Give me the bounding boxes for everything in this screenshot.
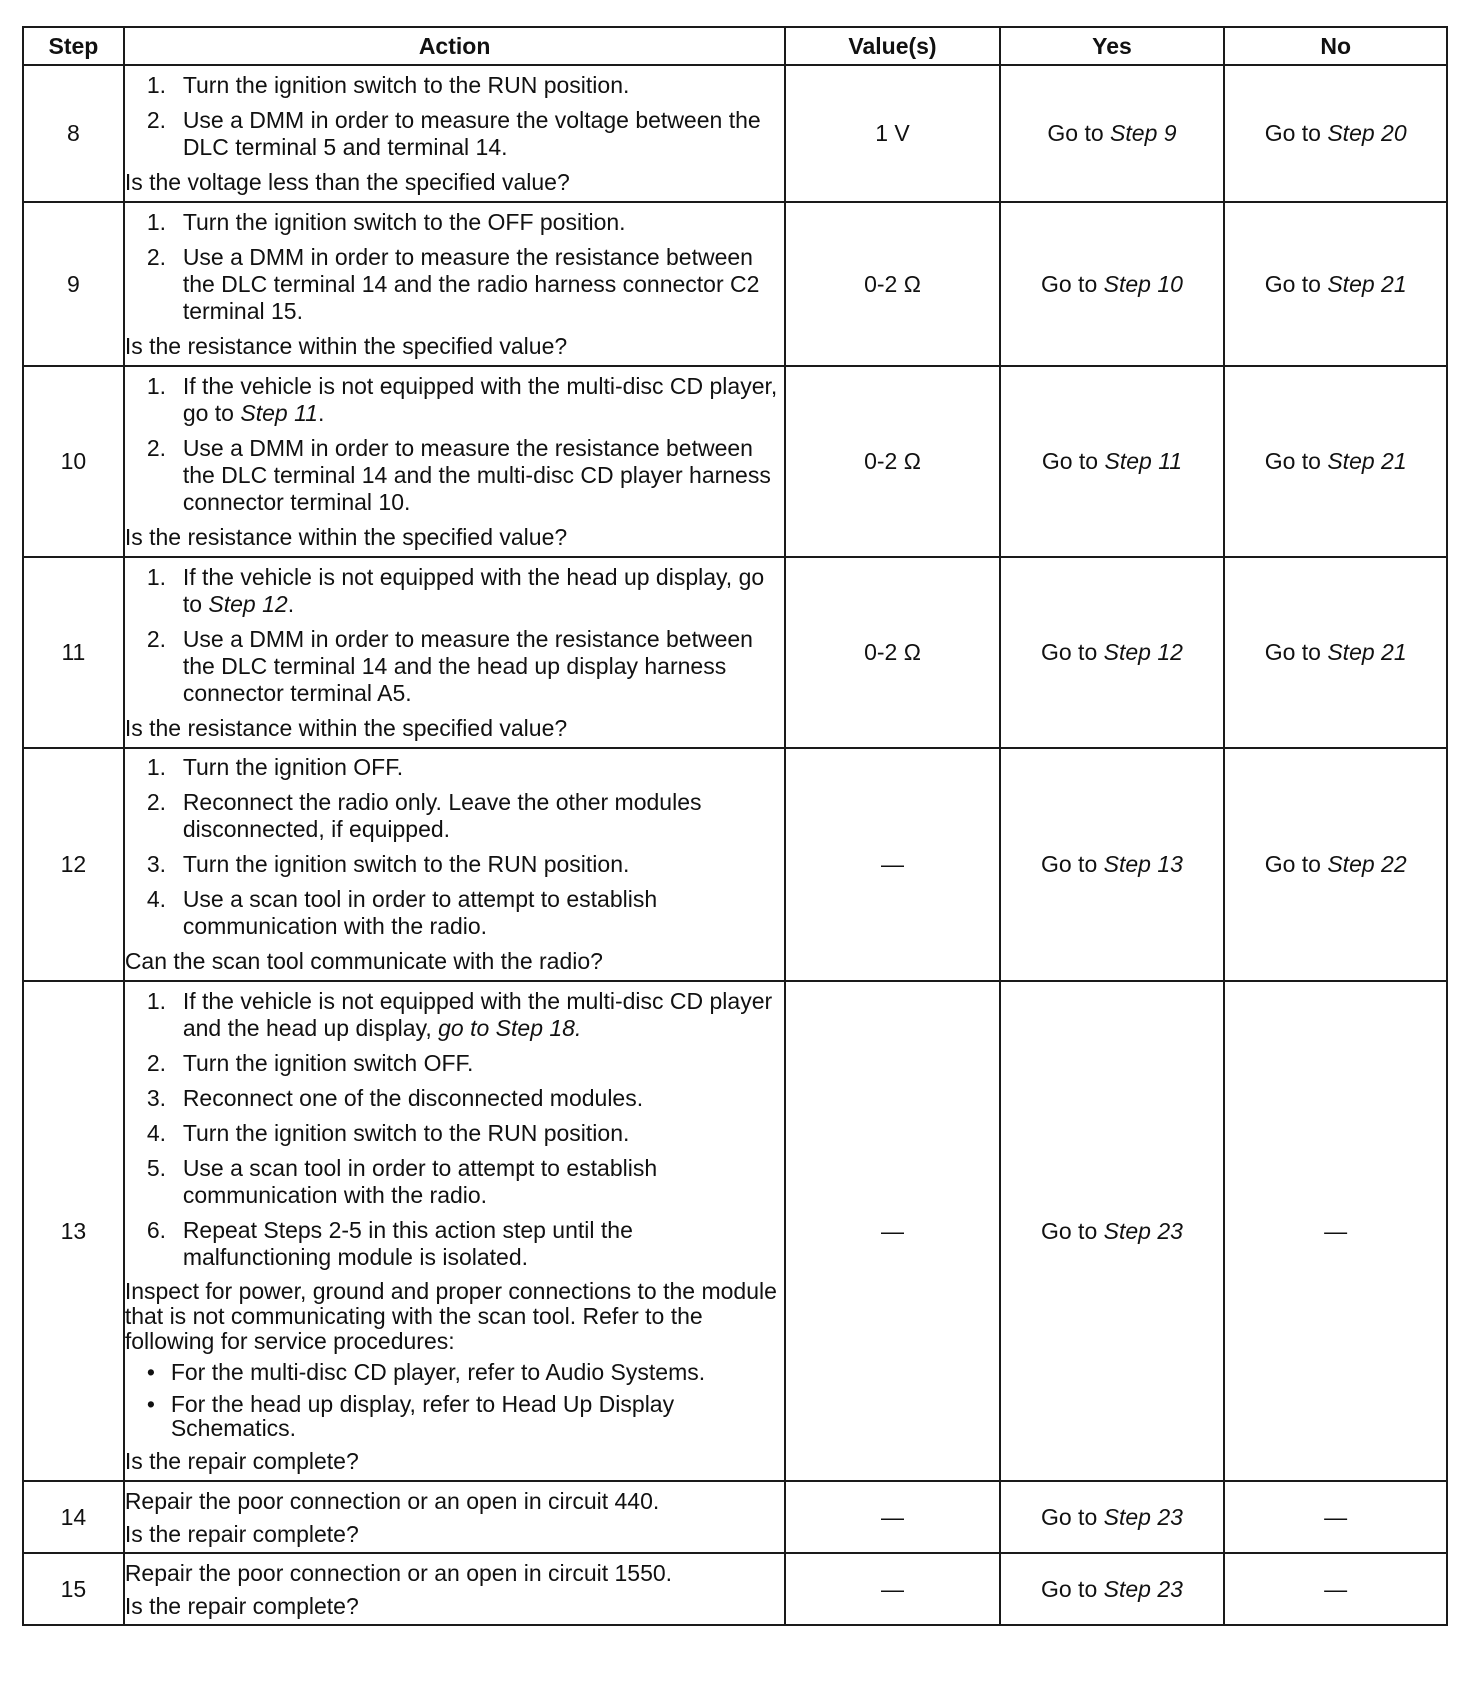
- action-text: Repair the poor connection or an open in circuit 440.: [124, 1488, 660, 1514]
- header-no: No: [1224, 27, 1447, 65]
- step-number: 13: [23, 981, 124, 1481]
- no-cell: —: [1224, 1481, 1447, 1553]
- value-cell: 0-2 Ω: [785, 366, 999, 557]
- table-row: [23, 1481, 1447, 1553]
- step-number: 9: [23, 202, 124, 366]
- value-cell: 0-2 Ω: [785, 202, 999, 366]
- action-question: Is the resistance within the specified value?: [124, 332, 568, 359]
- action-paragraph: Inspect for power, ground and proper connections to the module that is not communicating with the scan tool. Refer to the following for service procedures:: [124, 1277, 777, 1354]
- no-cell: —: [1224, 1553, 1447, 1625]
- action-item: 1. If the vehicle is not equipped with the multi-disc CD player, go to Step 11.: [146, 372, 778, 426]
- value-cell: —: [785, 1481, 999, 1553]
- yes-cell: Go to Step 9: [1000, 65, 1225, 202]
- table-row: [23, 366, 1447, 557]
- action-question: Is the voltage less than the specified value?: [124, 168, 570, 195]
- action-item: 1. Turn the ignition switch to the OFF position.: [146, 208, 626, 235]
- action-item: 2. Turn the ignition switch OFF.: [146, 1049, 474, 1076]
- step-number: 11: [23, 557, 124, 748]
- diagnostic-table: [22, 26, 1448, 1626]
- action-cell: [124, 748, 786, 981]
- action-question: Is the repair complete?: [124, 1521, 359, 1547]
- no-cell: Go to Step 22: [1224, 748, 1447, 981]
- diagnostic-table-page: [22, 26, 1448, 1626]
- yes-step-ref: Step 9: [1110, 120, 1177, 146]
- action-item: 2. Reconnect the radio only. Leave the other modules disconnected, if equipped.: [146, 789, 702, 842]
- yes-step-ref: Step 12: [1103, 639, 1183, 665]
- table-row: [23, 557, 1447, 748]
- yes-cell: Go to Step 11: [1000, 366, 1225, 557]
- step-number: 8: [23, 65, 124, 202]
- action-text: Repair the poor connection or an open in circuit 1550.: [124, 1560, 673, 1586]
- header-step: Step: [23, 27, 124, 65]
- action-question: Is the repair complete?: [124, 1593, 359, 1619]
- yes-cell: Go to Step 23: [1000, 1481, 1225, 1553]
- action-item: 1. Turn the ignition OFF.: [146, 754, 404, 780]
- yes-step-ref: Step 11: [1104, 448, 1183, 474]
- no-step-ref: Step 21: [1327, 270, 1407, 297]
- yes-step-ref: Step 13: [1103, 851, 1183, 877]
- table-row: [23, 65, 1447, 202]
- header-yes: Yes: [1000, 27, 1225, 65]
- table-row: [23, 981, 1447, 1481]
- yes-step-ref: Step 10: [1103, 270, 1183, 297]
- no-step-ref: Step 21: [1327, 639, 1407, 665]
- no-cell: —: [1224, 981, 1447, 1481]
- action-cell: [124, 1553, 786, 1625]
- step-number: 10: [23, 366, 124, 557]
- yes-step-ref: Step 23: [1103, 1217, 1183, 1244]
- action-item: 2. Use a DMM in order to measure the resistance between the DLC terminal 14 and the head up display harness connector terminal A5.: [146, 625, 753, 706]
- action-cell: [124, 1481, 786, 1553]
- action-cell: [124, 981, 786, 1481]
- action-item: 6. Repeat Steps 2-5 in this action step until the malfunctioning module is isolated.: [146, 1216, 633, 1270]
- value-cell: —: [785, 981, 999, 1481]
- action-question: Is the repair complete?: [124, 1447, 359, 1474]
- table-row: [23, 1553, 1447, 1625]
- action-question: Can the scan tool communicate with the radio?: [124, 948, 603, 974]
- yes-step-ref: Step 23: [1103, 1575, 1183, 1602]
- yes-cell: Go to Step 23: [1000, 1553, 1225, 1625]
- value-cell: —: [785, 1553, 999, 1625]
- table-row: [23, 202, 1447, 366]
- action-item: 1. If the vehicle is not equipped with the multi-disc CD player and the head up display, go to Step 18.: [146, 987, 773, 1041]
- no-step-ref: Step 22: [1327, 851, 1407, 877]
- action-item: 2. Use a DMM in order to measure the resistance between the DLC terminal 14 and the radio harness connector C2 terminal 15.: [146, 243, 760, 324]
- action-question: Is the resistance within the specified value?: [124, 714, 568, 741]
- yes-cell: Go to Step 10: [1000, 202, 1225, 366]
- action-cell: [124, 557, 786, 748]
- action-item: 5. Use a scan tool in order to attempt to establish communication with the radio.: [146, 1154, 658, 1208]
- step-number: 12: [23, 748, 124, 981]
- no-cell: Go to Step 21: [1224, 202, 1447, 366]
- yes-step-ref: Step 23: [1103, 1503, 1183, 1530]
- action-cell: [124, 202, 786, 366]
- no-step-ref: Step 20: [1327, 120, 1407, 146]
- yes-cell: Go to Step 23: [1000, 981, 1225, 1481]
- yes-cell: Go to Step 13: [1000, 748, 1225, 981]
- action-item: 2. Use a DMM in order to measure the voltage between the DLC terminal 5 and terminal 14.: [146, 106, 761, 160]
- action-question: Is the resistance within the specified value?: [124, 523, 568, 550]
- action-item: 4. Turn the ignition switch to the RUN position.: [146, 1119, 630, 1146]
- no-step-ref: Step 21: [1327, 448, 1407, 474]
- action-item: 3. Turn the ignition switch to the RUN position.: [146, 851, 630, 877]
- yes-cell: Go to Step 12: [1000, 557, 1225, 748]
- value-cell: 0-2 Ω: [785, 557, 999, 748]
- no-cell: Go to Step 20: [1224, 65, 1447, 202]
- bullet-item: • For the multi-disc CD player, refer to Audio Systems.: [146, 1358, 706, 1385]
- no-cell: Go to Step 21: [1224, 366, 1447, 557]
- value-cell: —: [785, 748, 999, 981]
- action-item: 3. Reconnect one of the disconnected modules.: [146, 1084, 644, 1111]
- table-row: [23, 748, 1447, 981]
- no-cell: Go to Step 21: [1224, 557, 1447, 748]
- action-item: 1. If the vehicle is not equipped with the head up display, go to Step 12.: [146, 563, 765, 617]
- step-number: 14: [23, 1481, 124, 1553]
- header-action: Action: [124, 27, 786, 65]
- action-cell: [124, 366, 786, 557]
- action-item: 4. Use a scan tool in order to attempt to establish communication with the radio.: [146, 886, 658, 939]
- value-cell: 1 V: [785, 65, 999, 202]
- action-item: 2. Use a DMM in order to measure the resistance between the DLC terminal 14 and the multi-disc CD player harness connector terminal 10.: [146, 434, 771, 515]
- header-values: Value(s): [785, 27, 999, 65]
- action-cell: [124, 65, 786, 202]
- action-item: 1. Turn the ignition switch to the RUN position.: [146, 71, 630, 98]
- bullet-item: • For the head up display, refer to Head Up Display Schematics.: [146, 1390, 675, 1441]
- step-number: 15: [23, 1553, 124, 1625]
- header-row: [23, 27, 1447, 65]
